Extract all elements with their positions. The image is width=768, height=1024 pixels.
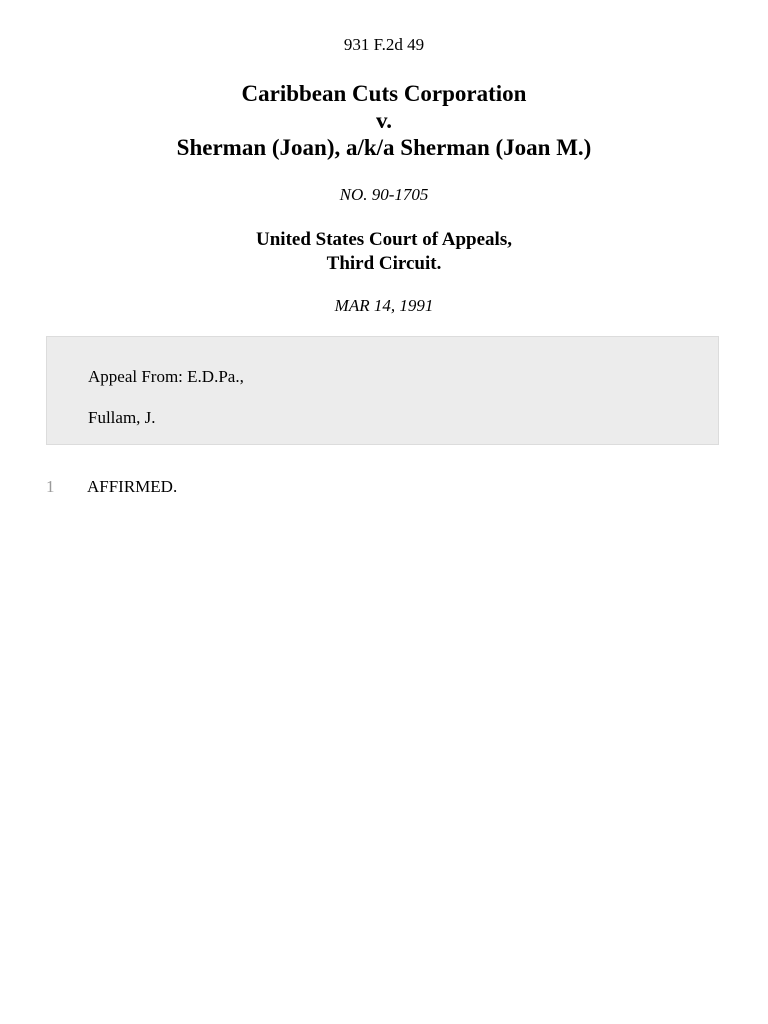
paragraph-number: 1 <box>46 477 55 496</box>
case-title-versus: v. <box>376 108 392 133</box>
court-name-line1: United States Court of Appeals, <box>256 229 512 250</box>
appeal-from: Appeal From: E.D.Pa., <box>88 367 244 386</box>
case-title <box>0 80 768 161</box>
decision-date: MAR 14, 1991 <box>334 296 434 315</box>
paragraph <box>0 477 768 499</box>
court-name <box>0 228 768 276</box>
court-name-line2: Third Circuit. <box>326 253 442 274</box>
docket-number: NO. 90-1705 <box>339 185 429 204</box>
judge-name: Fullam, J. <box>88 408 156 427</box>
paragraph-text: AFFIRMED. <box>87 477 178 496</box>
citation: 931 F.2d 49 <box>343 35 425 54</box>
case-title-defendant: Sherman (Joan), a/k/a Sherman (Joan M.) <box>176 135 592 160</box>
case-title-plaintiff: Caribbean Cuts Corporation <box>241 81 527 106</box>
appeal-info-box <box>46 336 719 445</box>
